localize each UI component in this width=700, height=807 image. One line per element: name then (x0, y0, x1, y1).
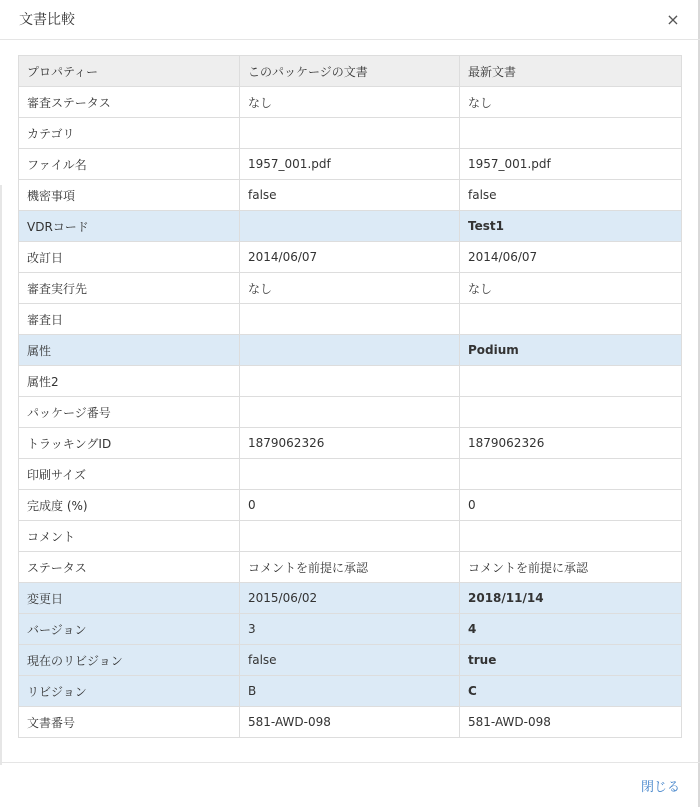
cell-latest-value (460, 521, 682, 552)
table-row (19, 118, 682, 149)
close-icon[interactable]: × (666, 10, 680, 29)
background-edge-left (0, 185, 2, 765)
table-row (19, 273, 682, 304)
table-body (19, 87, 682, 738)
cell-latest-value: C (460, 676, 682, 707)
cell-property: 審査実行先 (19, 273, 240, 304)
cell-latest-value: なし (460, 273, 682, 304)
table-row (19, 180, 682, 211)
cell-latest-value: 1957_001.pdf (460, 149, 682, 180)
cell-this-package-value (240, 366, 460, 397)
cell-this-package-value (240, 521, 460, 552)
table-row (19, 304, 682, 335)
cell-this-package-value (240, 459, 460, 490)
cell-property: VDRコード (19, 211, 240, 242)
dialog-footer (0, 762, 700, 807)
cell-this-package-value: なし (240, 87, 460, 118)
cell-this-package-value: B (240, 676, 460, 707)
cell-property: 属性2 (19, 366, 240, 397)
header-latest-document: 最新文書 (460, 56, 682, 87)
cell-latest-value: 4 (460, 614, 682, 645)
table-row (19, 490, 682, 521)
cell-this-package-value: 2014/06/07 (240, 242, 460, 273)
table-row (19, 552, 682, 583)
dialog-title: 文書比較 (19, 12, 75, 28)
cell-latest-value: 2018/11/14 (460, 583, 682, 614)
comparison-table-container (18, 55, 681, 738)
cell-latest-value (460, 118, 682, 149)
cell-latest-value: 2014/06/07 (460, 242, 682, 273)
cell-latest-value: Podium (460, 335, 682, 366)
cell-this-package-value: 3 (240, 614, 460, 645)
table-row (19, 149, 682, 180)
cell-property: 現在のリビジョン (19, 645, 240, 676)
cell-property: ステータス (19, 552, 240, 583)
cell-this-package-value: 2015/06/02 (240, 583, 460, 614)
cell-property: 文書番号 (19, 707, 240, 738)
table-row (19, 428, 682, 459)
table-header-row (19, 56, 682, 87)
cell-this-package-value: 0 (240, 490, 460, 521)
cell-property: 変更日 (19, 583, 240, 614)
cell-this-package-value: 1957_001.pdf (240, 149, 460, 180)
cell-latest-value (460, 366, 682, 397)
cell-latest-value: 0 (460, 490, 682, 521)
cell-property: トラッキングID (19, 428, 240, 459)
table-row (19, 459, 682, 490)
cell-latest-value: Test1 (460, 211, 682, 242)
header-this-package-document: このパッケージの文書 (240, 56, 460, 87)
cell-property: パッケージ番号 (19, 397, 240, 428)
cell-latest-value: コメントを前提に承認 (460, 552, 682, 583)
cell-latest-value (460, 459, 682, 490)
table-row (19, 397, 682, 428)
dialog-header (0, 0, 700, 40)
cell-latest-value (460, 304, 682, 335)
cell-property: 審査日 (19, 304, 240, 335)
table-row (19, 366, 682, 397)
cell-latest-value: 581-AWD-098 (460, 707, 682, 738)
table-row (19, 242, 682, 273)
cell-property: コメント (19, 521, 240, 552)
cell-latest-value: true (460, 645, 682, 676)
table-row (19, 335, 682, 366)
cell-this-package-value (240, 304, 460, 335)
cell-this-package-value: false (240, 180, 460, 211)
cell-this-package-value: なし (240, 273, 460, 304)
cell-property: バージョン (19, 614, 240, 645)
table-row (19, 211, 682, 242)
cell-this-package-value: false (240, 645, 460, 676)
cell-this-package-value (240, 118, 460, 149)
comparison-table (18, 55, 682, 738)
cell-property: ファイル名 (19, 149, 240, 180)
table-row (19, 645, 682, 676)
table-row (19, 521, 682, 552)
cell-this-package-value (240, 397, 460, 428)
table-row (19, 583, 682, 614)
cell-property: カテゴリ (19, 118, 240, 149)
cell-latest-value: なし (460, 87, 682, 118)
cell-property: 印刷サイズ (19, 459, 240, 490)
close-button[interactable]: 閉じる (641, 780, 681, 795)
table-row (19, 87, 682, 118)
table-row (19, 614, 682, 645)
cell-this-package-value: 581-AWD-098 (240, 707, 460, 738)
cell-latest-value: 1879062326 (460, 428, 682, 459)
cell-this-package-value: 1879062326 (240, 428, 460, 459)
cell-latest-value (460, 397, 682, 428)
cell-this-package-value: コメントを前提に承認 (240, 552, 460, 583)
header-property: プロパティー (19, 56, 240, 87)
cell-property: 機密事項 (19, 180, 240, 211)
cell-property: リビジョン (19, 676, 240, 707)
cell-this-package-value (240, 335, 460, 366)
cell-property: 改訂日 (19, 242, 240, 273)
cell-property: 審査ステータス (19, 87, 240, 118)
cell-this-package-value (240, 211, 460, 242)
table-row (19, 676, 682, 707)
table-row (19, 707, 682, 738)
cell-latest-value: false (460, 180, 682, 211)
cell-property: 属性 (19, 335, 240, 366)
cell-property: 完成度 (%) (19, 490, 240, 521)
